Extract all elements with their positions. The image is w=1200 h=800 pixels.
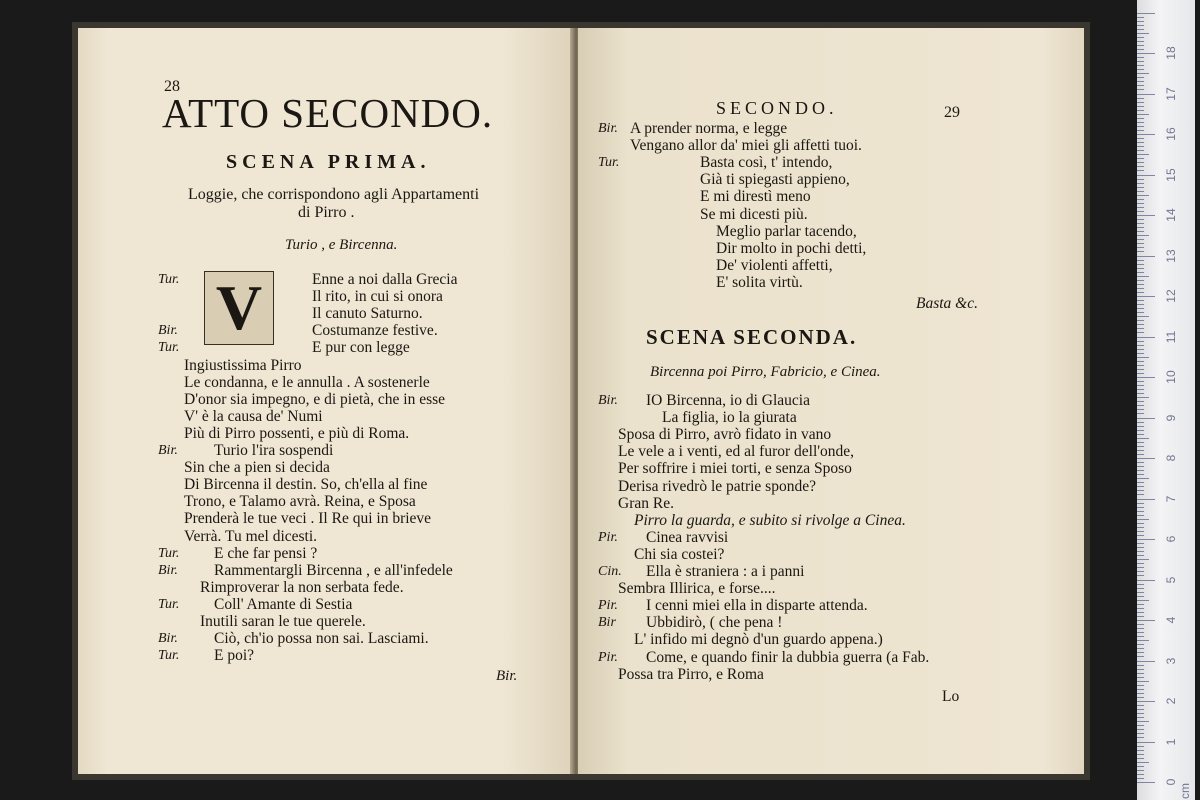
- verse-line: Costumanze festive.: [312, 322, 438, 340]
- verse-line: Basta così, t' intendo,: [700, 154, 833, 172]
- verse-line: Già ti spiegasti appieno,: [700, 171, 850, 189]
- ruler-tick: [1137, 191, 1144, 192]
- ruler-tick: [1137, 239, 1144, 240]
- speaker-label: Tur.: [158, 648, 180, 664]
- verse-line: Se mi dicesti più.: [700, 205, 808, 223]
- ruler-tick: [1137, 438, 1149, 439]
- ruler-tick: [1137, 754, 1144, 755]
- verse-line: Possa tra Pirro, e Roma: [618, 665, 764, 683]
- ruler-tick: [1137, 29, 1144, 30]
- verse-line: Vengano allor da' miei gli affetti tuoi.: [630, 137, 862, 155]
- ruler-tick: [1137, 592, 1144, 593]
- verse-line: Ingiustissima Pirro: [184, 356, 302, 374]
- ruler-tick: [1137, 413, 1144, 414]
- ruler-tick: [1137, 774, 1144, 775]
- ruler-tick: [1137, 588, 1144, 589]
- verse-line: Chi sia costei?: [634, 545, 725, 563]
- ruler-tick: [1137, 37, 1144, 38]
- speaker-label: Tur.: [158, 596, 180, 612]
- ruler-tick: [1137, 721, 1149, 722]
- ruler-tick: [1137, 114, 1149, 115]
- ruler-tick: [1137, 199, 1144, 200]
- verse-line: De' violenti affetti,: [716, 256, 833, 274]
- ruler-tick: [1137, 434, 1144, 435]
- ruler-tick: [1137, 365, 1144, 366]
- ruler-tick: [1137, 689, 1144, 690]
- speaker-label: Pir.: [598, 649, 618, 665]
- ruler-tick: [1137, 61, 1144, 62]
- ruler-tick: [1137, 385, 1144, 386]
- ruler-tick: [1137, 256, 1155, 257]
- ruler-tick: [1137, 470, 1144, 471]
- ruler-tick: [1137, 551, 1144, 552]
- ruler-tick: [1137, 361, 1144, 362]
- ruler-number: 0: [1164, 778, 1178, 786]
- ruler-tick: [1137, 563, 1144, 564]
- ruler-tick: [1137, 661, 1155, 662]
- ruler-tick: [1137, 584, 1144, 585]
- ruler-tick: [1137, 519, 1149, 520]
- verse-line: Derisa rivedrò le patrie sponde?: [618, 477, 816, 495]
- ruler-tick: [1137, 701, 1155, 702]
- ruler-tick: [1137, 462, 1144, 463]
- ruler-tick: [1137, 183, 1144, 184]
- verse-line: La figlia, io la giurata: [662, 409, 797, 427]
- left-page: [78, 28, 576, 774]
- verse-line: Sembra Illirica, e forse....: [618, 580, 776, 598]
- ruler-tick: [1137, 770, 1144, 771]
- verse-line: Meglio parlar tacendo,: [716, 222, 857, 240]
- ruler-tick: [1137, 725, 1144, 726]
- verse-line: V' è la causa de' Numi: [184, 407, 323, 425]
- ruler-tick: [1137, 507, 1144, 508]
- ruler-tick: [1137, 89, 1144, 90]
- ruler-tick: [1137, 49, 1144, 50]
- ruler-tick: [1137, 677, 1144, 678]
- ruler-tick: [1137, 337, 1155, 338]
- ruler-tick: [1137, 499, 1155, 500]
- ruler-number: 12: [1164, 289, 1178, 303]
- ruler-number: 4: [1164, 616, 1178, 624]
- verse-line: Il canuto Saturno.: [312, 305, 423, 323]
- ruler-tick: [1137, 709, 1144, 710]
- ruler-tick: [1137, 454, 1144, 455]
- scene-title: SCENA PRIMA.: [226, 151, 431, 173]
- ruler-tick: [1137, 166, 1144, 167]
- ruler-tick: [1137, 264, 1144, 265]
- ruler-tick: [1137, 758, 1144, 759]
- ruler-tick: [1137, 207, 1144, 208]
- ruler-tick: [1137, 430, 1144, 431]
- ruler-tick: [1137, 652, 1144, 653]
- ruler-tick: [1137, 503, 1144, 504]
- verse-line: E pur con legge: [312, 339, 410, 357]
- verse-line: Ciò, ch'io possa non sai. Lasciami.: [214, 630, 429, 648]
- ruler-number: 10: [1164, 370, 1178, 384]
- speaker-label: Pir.: [598, 529, 618, 545]
- ruler-tick: [1137, 446, 1144, 447]
- speaker-label: Bir.: [158, 443, 178, 458]
- ruler-tick: [1137, 142, 1144, 143]
- ruler-tick: [1137, 515, 1144, 516]
- ruler-tick: [1137, 324, 1144, 325]
- ruler-number: 14: [1164, 208, 1178, 222]
- ruler-tick: [1137, 742, 1155, 743]
- ruler-number: 2: [1164, 697, 1178, 705]
- ruler-tick: [1137, 304, 1144, 305]
- ruler-tick: [1137, 628, 1144, 629]
- ruler-tick: [1137, 300, 1144, 301]
- ruler-tick: [1137, 426, 1144, 427]
- ruler-tick: [1137, 523, 1144, 524]
- verse-line: Coll' Amante di Sestia: [214, 595, 353, 613]
- scene-title: SCENA SECONDA.: [646, 325, 858, 349]
- ruler-tick: [1137, 341, 1144, 342]
- ruler-number: 1: [1164, 738, 1178, 745]
- ruler-tick: [1137, 750, 1144, 751]
- ruler-tick: [1137, 782, 1155, 783]
- ruler-tick: [1137, 106, 1144, 107]
- right-page: [578, 28, 1084, 774]
- ruler-tick: [1137, 673, 1144, 674]
- ruler-tick: [1137, 543, 1144, 544]
- ruler-tick: [1137, 474, 1144, 475]
- characters: Bircenna poi Pirro, Fabricio, e Cinea.: [650, 364, 881, 380]
- speaker-label: Tur.: [158, 545, 180, 561]
- verse-line: Pirro la guarda, e subito si rivolge a Cinea.: [634, 511, 906, 529]
- ruler-tick: [1137, 458, 1155, 459]
- verse-line: Le vele a i venti, ed al furor dell'onde,: [618, 443, 855, 461]
- verse-line: A prender norma, e legge: [630, 120, 788, 137]
- verse-line: I cenni miei ella in disparte attenda.: [646, 597, 868, 615]
- ruler-tick: [1137, 450, 1144, 451]
- ruler-tick: [1137, 571, 1144, 572]
- ruler-tick: [1137, 284, 1144, 285]
- ruler-tick: [1137, 235, 1149, 236]
- ruler-number: 7: [1164, 495, 1178, 502]
- speaker-label: Bir.: [158, 562, 178, 578]
- ruler-tick: [1137, 158, 1144, 159]
- ruler-tick: [1137, 648, 1144, 649]
- ruler-tick: [1137, 636, 1144, 637]
- ruler-tick: [1137, 442, 1144, 443]
- verse-line: E che far pensi ?: [214, 544, 318, 562]
- verse-line: D'onor sia impegno, e di pietà, che in esse: [184, 390, 446, 408]
- ruler-tick: [1137, 231, 1144, 232]
- verse-line: E poi?: [214, 647, 255, 665]
- ruler-tick: [1137, 102, 1144, 103]
- ruler-tick: [1137, 612, 1144, 613]
- speaker-label: Cin.: [598, 564, 622, 579]
- ruler-tick: [1137, 69, 1144, 70]
- speaker-label: Bir.: [598, 121, 618, 136]
- ruler-tick: [1137, 118, 1144, 119]
- verse-line: Ubbidirò, ( che pena !: [646, 614, 783, 632]
- ruler-tick: [1137, 215, 1155, 216]
- ruler-tick: [1137, 223, 1144, 224]
- ruler-tick: [1137, 179, 1144, 180]
- ruler-tick: [1137, 272, 1144, 273]
- ruler-tick: [1137, 596, 1144, 597]
- ruler-tick: [1137, 733, 1144, 734]
- verse-line: E' solita virtù.: [716, 273, 803, 291]
- ruler-tick: [1137, 130, 1144, 131]
- ruler-tick: [1137, 227, 1144, 228]
- verse-line: Dir molto in pochi detti,: [716, 239, 867, 257]
- ruler-tick: [1137, 713, 1144, 714]
- ruler-number: 5: [1164, 576, 1178, 583]
- ruler-tick: [1137, 45, 1144, 46]
- ruler-number: 6: [1164, 535, 1178, 543]
- ruler-tick: [1137, 126, 1144, 127]
- ruler-tick: [1137, 138, 1144, 139]
- ruler-number: 3: [1164, 657, 1178, 664]
- act-title: ATTO SECONDO.: [162, 90, 494, 136]
- ruler-tick: [1137, 146, 1144, 147]
- ruler-tick: [1137, 41, 1144, 42]
- verse-line: Inutili saran le tue querele.: [200, 613, 366, 630]
- ruler-tick: [1137, 292, 1144, 293]
- ruler-tick: [1137, 729, 1144, 730]
- ruler-tick: [1137, 77, 1144, 78]
- ruler-tick: [1137, 575, 1144, 576]
- ruler-tick: [1137, 280, 1144, 281]
- ruler-tick: [1137, 640, 1149, 641]
- ruler-tick: [1137, 697, 1144, 698]
- setting-line-1: Loggie, che corrispondono agli Appartamenti: [188, 186, 480, 203]
- verse-line: Verrà. Tu mel dicesti.: [184, 527, 318, 545]
- ruler-tick: [1137, 486, 1144, 487]
- drop-cap-letter: V: [215, 272, 263, 343]
- speaker-label: Bir.: [158, 631, 178, 647]
- ruler-tick: [1137, 665, 1144, 666]
- ruler-tick: [1137, 600, 1149, 601]
- ruler-tick: [1137, 705, 1144, 706]
- ruler-tick: [1137, 94, 1155, 95]
- ruler-tick: [1137, 320, 1144, 321]
- ruler-tick: [1137, 260, 1144, 261]
- ruler-tick: [1137, 122, 1144, 123]
- ruler-tick: [1137, 567, 1144, 568]
- ruler-number: 8: [1164, 454, 1178, 462]
- ruler-tick: [1137, 624, 1144, 625]
- ruler-tick: [1137, 150, 1144, 151]
- ruler-tick: [1137, 535, 1144, 536]
- ruler-tick: [1137, 478, 1149, 479]
- ruler-tick: [1137, 389, 1144, 390]
- speaker-label: Pir.: [598, 598, 618, 614]
- ruler-tick: [1137, 531, 1144, 532]
- ruler-tick: [1137, 219, 1144, 220]
- ruler-tick: [1137, 308, 1144, 309]
- ruler-tick: [1137, 247, 1144, 248]
- ruler-tick: [1137, 328, 1144, 329]
- ruler-tick: [1137, 511, 1144, 512]
- ruler-tick: [1137, 276, 1149, 277]
- ruler-tick: [1137, 737, 1144, 738]
- ruler-tick: [1137, 98, 1144, 99]
- ruler-tick: [1137, 345, 1144, 346]
- ruler-tick: [1137, 65, 1144, 66]
- ruler-tick: [1137, 134, 1155, 135]
- ruler-tick: [1137, 357, 1149, 358]
- ruler-tick: [1137, 353, 1144, 354]
- ruler-number: 15: [1164, 167, 1178, 182]
- ruler-tick: [1137, 717, 1144, 718]
- verse-line: Di Bircenna il destin. So, ch'ella al fine: [184, 476, 428, 494]
- ruler-tick: [1137, 466, 1144, 467]
- ruler-tick: [1137, 312, 1144, 313]
- ruler-tick: [1137, 316, 1149, 317]
- verse-line: Le condanna, e le annulla . A sostenerle: [184, 373, 430, 391]
- ruler-number: 17: [1164, 86, 1178, 101]
- ruler-tick: [1137, 203, 1144, 204]
- catchword: Lo: [942, 688, 960, 705]
- verse-line: Enne a noi dalla Grecia: [312, 271, 458, 288]
- setting-line-2: di Pirro .: [298, 204, 355, 221]
- drop-cap: [204, 271, 274, 345]
- ruler-tick: [1137, 373, 1144, 374]
- ruler-tick: [1137, 494, 1144, 495]
- speaker-label: Tur.: [158, 340, 180, 356]
- verse-line: Cinea ravvisi: [646, 528, 729, 546]
- ruler-number: 9: [1164, 414, 1178, 421]
- ruler-tick: [1137, 33, 1149, 34]
- ruler-tick: [1137, 632, 1144, 633]
- ruler-tick: [1137, 644, 1144, 645]
- ruler-tick: [1137, 195, 1149, 196]
- ruler-tick: [1137, 381, 1144, 382]
- verse-line: IO Bircenna, io di Glaucia: [646, 392, 810, 409]
- ruler-number: 16: [1164, 127, 1178, 141]
- ruler-tick: [1137, 604, 1144, 605]
- ruler-tick: [1137, 669, 1144, 670]
- ruler-tick: [1137, 401, 1144, 402]
- verse-line: Rimproverar la non serbata fede.: [200, 578, 404, 596]
- page-number: 28: [164, 78, 180, 95]
- verse-line: L' infido mi degnò d'un guardo appena.): [634, 631, 883, 649]
- ruler-tick: [1137, 296, 1155, 297]
- ruler-tick: [1137, 187, 1144, 188]
- ruler-tick: [1137, 377, 1155, 378]
- ruler-tick: [1137, 685, 1144, 686]
- verse-line: Sposa di Pirro, avrò fidato in vano: [618, 426, 832, 444]
- ruler-tick: [1137, 555, 1144, 556]
- ruler-tick: [1137, 559, 1149, 560]
- characters: Turio , e Bircenna.: [285, 237, 398, 253]
- ruler-tick: [1137, 349, 1144, 350]
- ruler-tick: [1137, 73, 1149, 74]
- verse-line: Turio l'ira sospendi: [214, 442, 334, 459]
- ruler-tick: [1137, 393, 1144, 394]
- ruler-tick: [1137, 369, 1144, 370]
- ruler-tick: [1137, 268, 1144, 269]
- verse-line: Come, e quando finir la dubbia guerra (a Fab.: [646, 648, 930, 666]
- ruler-tick: [1137, 746, 1144, 747]
- speaker-label: Bir.: [598, 393, 618, 408]
- ruler-tick: [1137, 409, 1144, 410]
- ruler-tick: [1137, 243, 1144, 244]
- verse-line: Gran Re.: [618, 494, 674, 512]
- ruler-tick: [1137, 57, 1144, 58]
- ruler-tick: [1137, 154, 1149, 155]
- speaker-label: Tur.: [158, 272, 180, 287]
- speaker-label: Tur.: [598, 155, 620, 171]
- ruler-tick: [1137, 766, 1144, 767]
- speaker-label: Bir.: [158, 323, 178, 339]
- ruler-tick: [1137, 656, 1144, 657]
- measuring-ruler: [1137, 0, 1195, 800]
- running-head: SECONDO.: [716, 98, 838, 118]
- ruler-tick: [1137, 53, 1155, 54]
- ruler-tick: [1137, 288, 1144, 289]
- verse-line: Per soffrire i miei torti, e senza Sposo: [618, 460, 852, 478]
- ruler-tick: [1137, 21, 1144, 22]
- ruler-tick: [1137, 13, 1155, 14]
- ruler-tick: [1137, 17, 1144, 18]
- ruler-tick: [1137, 539, 1155, 540]
- verse-line: Più di Pirro possenti, e più di Roma.: [184, 424, 410, 442]
- ruler-tick: [1137, 762, 1149, 763]
- verse-line: Rammentargli Bircenna , e all'infedele: [214, 561, 453, 579]
- ruler-tick: [1137, 681, 1149, 682]
- verse-line: Ella è straniera : a i panni: [646, 563, 805, 580]
- ruler-tick: [1137, 527, 1144, 528]
- ruler-tick: [1137, 418, 1155, 419]
- verse-line: Sin che a pien si decida: [184, 459, 330, 477]
- ruler-tick: [1137, 81, 1144, 82]
- ruler-tick: [1137, 332, 1144, 333]
- ruler-tick: [1137, 693, 1144, 694]
- ruler-tick: [1137, 405, 1144, 406]
- open-book: [72, 22, 1090, 780]
- verse-line: E mi direstì meno: [700, 188, 811, 206]
- speaker-label: Bir: [598, 615, 616, 631]
- catchword: Bir.: [496, 668, 518, 684]
- ruler-tick: [1137, 170, 1144, 171]
- verse-line: Prenderà le tue veci . Il Re qui in brieve: [184, 510, 432, 528]
- ruler-tick: [1137, 162, 1144, 163]
- ruler-tick: [1137, 608, 1144, 609]
- ruler-tick: [1137, 547, 1144, 548]
- ruler-tick: [1137, 620, 1155, 621]
- ruler-tick: [1137, 175, 1155, 176]
- ruler-number: 18: [1164, 46, 1178, 60]
- page-number: 29: [944, 104, 960, 121]
- ruler-tick: [1137, 251, 1144, 252]
- ruler-tick: [1137, 85, 1144, 86]
- ruler-tick: [1137, 211, 1144, 212]
- ruler-tick: [1137, 25, 1144, 26]
- ruler-tick: [1137, 397, 1149, 398]
- ruler-tick: [1137, 778, 1144, 779]
- ruler-tick: [1137, 110, 1144, 111]
- ruler-tick: [1137, 422, 1144, 423]
- basta-cue: Basta &c.: [916, 295, 978, 312]
- verse-line: Il rito, in cui si onora: [312, 288, 443, 306]
- ruler-tick: [1137, 580, 1155, 581]
- verse-line: Trono, e Talamo avrà. Reina, e Sposa: [184, 493, 416, 511]
- ruler-number: 11: [1164, 330, 1178, 343]
- ruler-tick: [1137, 616, 1144, 617]
- ruler-tick: [1137, 490, 1144, 491]
- ruler-tick: [1137, 482, 1144, 483]
- ruler-unit: cm: [1178, 783, 1192, 799]
- ruler-number: 13: [1164, 248, 1178, 263]
